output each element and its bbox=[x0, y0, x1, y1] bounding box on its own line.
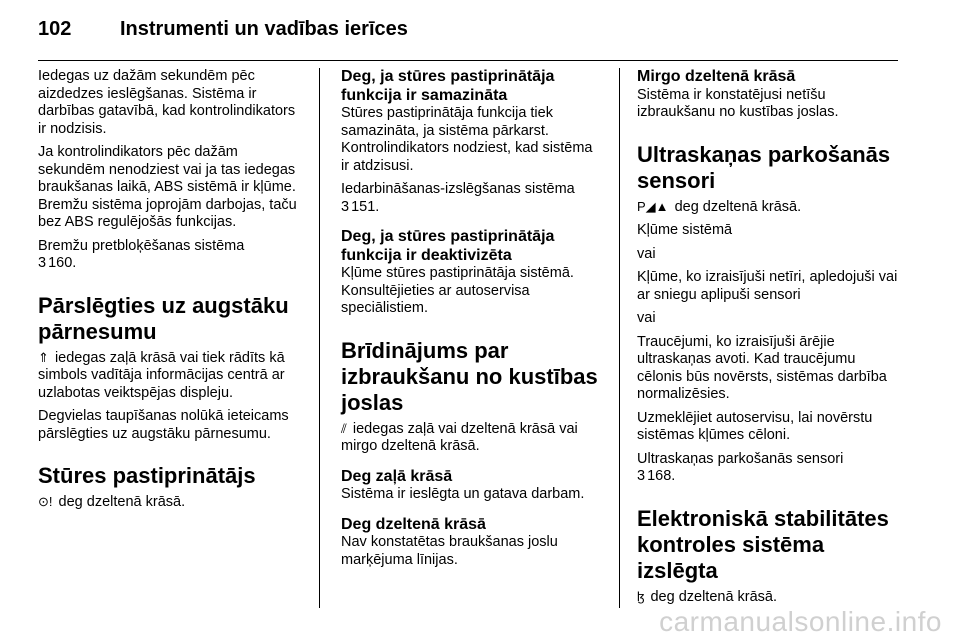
cross-reference[interactable] bbox=[637, 468, 899, 486]
paragraph: Kļūme stūres pastiprinātāja sistēmā. Konsultējieties ar autoservisa speciālistiem. bbox=[341, 265, 574, 316]
paragraph-text: deg dzeltenā krāsā. bbox=[650, 588, 778, 605]
cross-reference-page: 160. bbox=[48, 255, 77, 271]
cross-reference-page: 151. bbox=[351, 198, 380, 215]
paragraph bbox=[38, 493, 300, 512]
parking-sensor-icon: P◢▲ bbox=[637, 198, 669, 214]
paragraph: Stūres pastiprinātāja funkcija tiek samazināta, ja sistēma pārkarst. Kontrolindikators nodziest, kad sistēma ir atdzisusi. bbox=[341, 105, 593, 174]
page-ref-arrow-icon: 3 bbox=[38, 255, 47, 271]
paragraph: Iedegas uz dažām sekundēm pēc aizdedzes ieslēgšanas. Sistēma ir darbības gatavībā, kad kontrolindikators ir nodzisis. bbox=[38, 68, 296, 137]
subheading-reduced: Deg, ja stūres pastiprinātāja funkcija ir samazināta bbox=[341, 68, 555, 104]
paragraph: Iedarbināšanas-izslēgšanas sistēma bbox=[341, 181, 575, 197]
page-header bbox=[38, 18, 898, 48]
section-heading-upshift: Pārslēgties uz augstāku pārnesumu bbox=[38, 292, 289, 344]
paragraph-text: deg dzeltenā krāsā. bbox=[58, 494, 186, 510]
page-ref-arrow-icon: 3 bbox=[637, 468, 646, 484]
header-divider bbox=[38, 60, 898, 61]
paragraph-text: deg dzeltenā krāsā. bbox=[674, 198, 802, 215]
paragraph: Traucējumi, ko izraisījuši ārējie ultraskaņas avoti. Kad traucējumu cēlonis būs novērsts, sistēmas darbība normalizēsies. bbox=[637, 333, 887, 402]
cross-reference-page: 168. bbox=[647, 468, 676, 484]
paragraph: Nav konstatētas braukšanas joslu marķējuma līnijas. bbox=[341, 534, 558, 568]
paragraph: Ja kontrolindikators pēc dažām sekundēm nenodziest vai ja tas iedegas braukšanas laikā, ABS sistēmā ir kļūme. Bremžu sistēma joprojām darbojas, taču bez ABS regulējošās funkcijas. bbox=[38, 144, 297, 230]
section-heading-power-steering: Stūres pastiprinātājs bbox=[38, 463, 256, 488]
column-3 bbox=[637, 68, 899, 612]
section-heading-lane-departure: Brīdinājums par izbraukšanu no kustības joslas bbox=[341, 337, 598, 415]
paragraph bbox=[38, 349, 300, 403]
paragraph bbox=[637, 588, 899, 607]
upshift-icon: ⇑ bbox=[38, 349, 49, 365]
paragraph: Bremžu pretbloķēšanas sistēma bbox=[38, 237, 245, 254]
paragraph: Kļūme, ko izraisījuši netīri, apledojuši vai ar sniegu aplipuši sensori bbox=[637, 269, 898, 303]
paragraph-text: iedegas zaļā vai dzeltenā krāsā vai mirgo dzeltenā krāsā. bbox=[341, 420, 578, 454]
paragraph: Kļūme sistēmā bbox=[637, 222, 733, 238]
column-divider-2 bbox=[619, 68, 620, 608]
paragraph: Sistēma ir ieslēgta un gatava darbam. bbox=[341, 486, 585, 502]
page-ref-arrow-icon: 3 bbox=[341, 198, 350, 215]
paragraph: vai bbox=[637, 245, 656, 262]
paragraph: Ultraskaņas parkošanās sensori bbox=[637, 450, 844, 467]
subheading-green: Deg zaļā krāsā bbox=[341, 467, 453, 485]
paragraph: Uzmeklējiet autoservisu, lai novērstu sistēmas kļūmes cēloni. bbox=[637, 409, 873, 443]
watermark: carmanualsonline.info bbox=[659, 606, 942, 637]
page-number: 102 bbox=[38, 18, 72, 40]
paragraph: Degvielas taupīšanas nolūkā ieteicams pārslēgties uz augstāku pārnesumu. bbox=[38, 408, 289, 442]
cross-reference[interactable] bbox=[341, 199, 603, 217]
subheading-yellow: Deg dzeltenā krāsā bbox=[341, 515, 486, 533]
paragraph: vai bbox=[637, 310, 656, 326]
column-divider-1 bbox=[319, 68, 320, 608]
subheading-deactivated: Deg, ja stūres pastiprinātāja funkcija ir deaktivizēta bbox=[341, 228, 555, 264]
subheading-blink: Mirgo dzeltenā krāsā bbox=[637, 68, 796, 85]
paragraph bbox=[637, 198, 899, 217]
section-heading-esc-off: Elektroniskā stabilitātes kontroles sistēma izslēgta bbox=[637, 505, 889, 583]
cross-reference[interactable] bbox=[38, 255, 300, 273]
column-1 bbox=[38, 68, 300, 518]
power-steering-warning-icon: ⊙! bbox=[38, 494, 53, 509]
esc-off-icon: ɮ bbox=[637, 588, 645, 604]
paragraph: Sistēma ir konstatējusi netīšu izbraukšanu no kustības joslas. bbox=[637, 86, 839, 120]
paragraph-text: iedegas zaļā krāsā vai tiek rādīts kā simbols vadītāja informācijas centrā ar uzlabotas veiktspējas displeju. bbox=[38, 349, 285, 401]
lane-departure-icon: ⫽ bbox=[341, 420, 347, 436]
paragraph bbox=[341, 420, 603, 456]
section-heading-parking-sensors: Ultraskaņas parkošanās sensori bbox=[637, 141, 891, 193]
page-title: Instrumenti un vadības ierīces bbox=[120, 18, 408, 40]
column-2 bbox=[341, 68, 603, 575]
